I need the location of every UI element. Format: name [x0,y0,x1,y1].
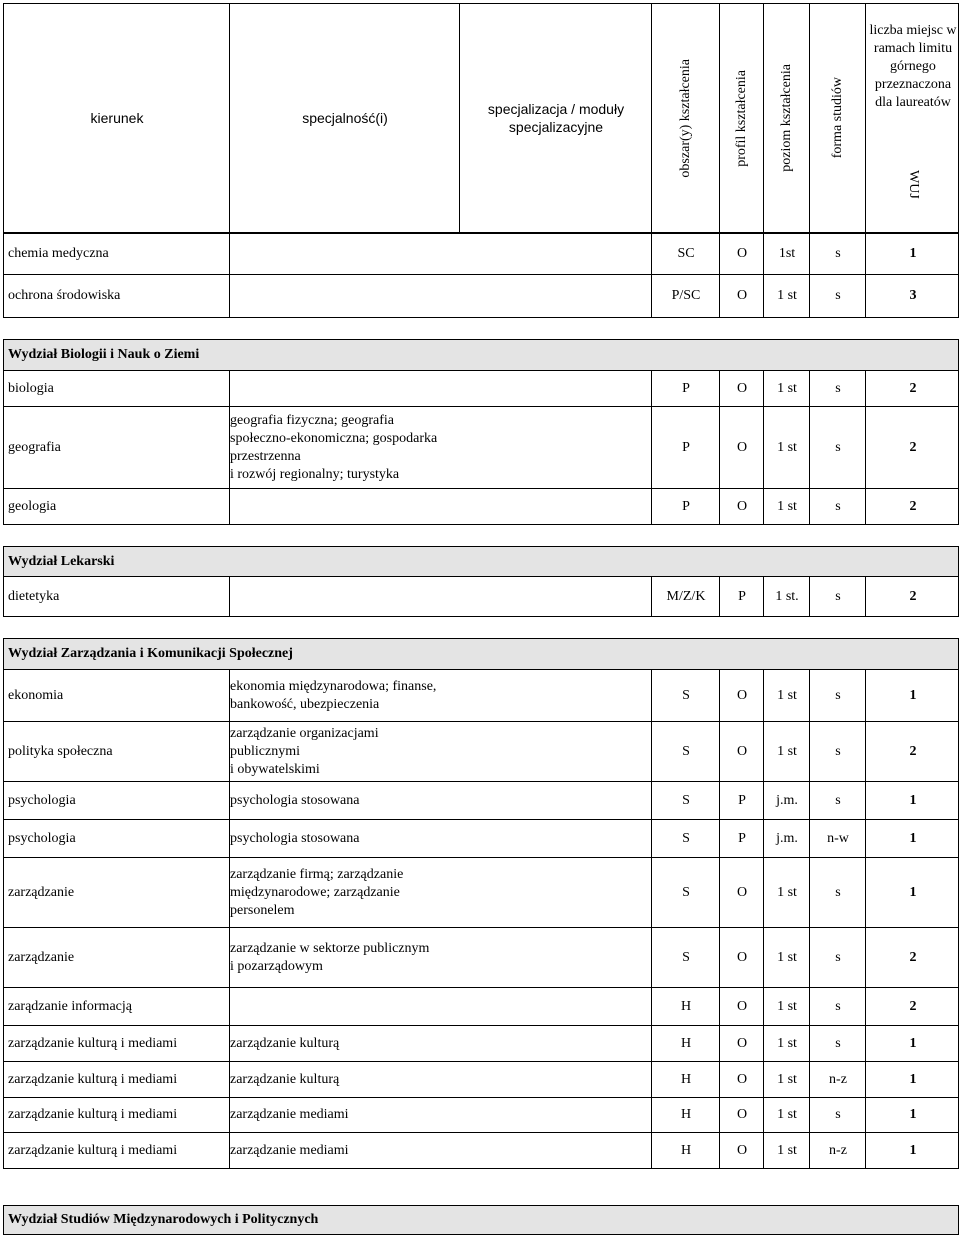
wuj-cell: 2 [909,998,917,1014]
wuj-cell: 1 [909,830,917,846]
table-row [3,1062,959,1098]
specjalnosc-cell: zarządzanie kulturą [230,1035,340,1051]
table-row [3,988,959,1026]
poziom-cell: 1st [778,246,796,261]
poziom-cell: j.m. [776,830,798,846]
obszar-cell: P [682,498,690,514]
table-row [3,820,959,858]
obszar-cell: S [682,949,690,965]
kierunek-cell: zarządzanie kulturą i mediami [8,1071,178,1087]
poziom-cell: j.m. [776,792,798,808]
header-profil: profil kształcenia [734,69,749,167]
specjalnosc-cell: zarządzanie mediami [230,1107,349,1122]
poziom-cell: 1 st [777,1035,797,1051]
poziom-cell: 1 st [777,884,797,900]
profil-cell: O [736,687,748,703]
wuj-cell: 3 [909,288,917,303]
kierunek-cell: geologia [8,498,57,514]
kierunek-cell: dietetyka [8,588,60,604]
profil-cell: O [736,246,748,261]
wuj-cell: 2 [909,743,917,759]
obszar-cell: S [682,830,690,846]
profil-cell: O [736,1035,748,1051]
specjalnosc-cell: ekonomia międzynarodowa; finanse, bankowość, ubezpieczenia [230,678,437,712]
obszar-cell: H [680,998,692,1014]
poziom-cell: 1 st [777,439,797,455]
wuj-cell: 1 [909,792,917,808]
obszar-cell: M/Z/K [666,588,706,604]
faculty-name: Wydział Zarządzania i Komunikacji Społecznej [8,646,293,661]
wuj-cell: 2 [909,380,917,396]
poziom-cell: 1 st [777,498,797,514]
kierunek-cell: psychologia [8,830,76,846]
specjalnosc-cell: zarządzanie w sektorze publicznym i pozarządowym [230,940,430,974]
table-row [3,928,959,988]
faculty-heading [3,546,959,577]
forma-cell: n-z [829,1071,847,1087]
table-row [3,1026,959,1062]
faculty-name: Wydział Studiów Międzynarodowych i Politycznych [8,1212,319,1227]
obszar-cell: S [682,687,690,703]
forma-cell: s [835,998,841,1014]
header-specjalnosc: specjalność(i) [302,110,388,126]
kierunek-cell: ekonomia [8,687,64,703]
table-row [3,670,959,722]
header-specjalizacja: specjalizacja / moduły specjalizacyjne [487,101,625,135]
table-row [3,1098,959,1133]
table-row [3,858,959,928]
profil-cell: O [736,1142,748,1158]
profil-cell: O [736,439,748,455]
header-obszar: obszar(y) kształcenia [678,58,693,178]
forma-cell: s [835,588,841,604]
specjalnosc-cell: psychologia stosowana [230,792,360,808]
header-kierunek: kierunek [90,110,144,126]
profil-cell: O [736,1107,748,1122]
obszar-cell: H [680,1071,692,1087]
obszar-cell: P [682,439,690,455]
obszar-cell: S [682,743,690,759]
faculty-heading [3,1205,959,1235]
kierunek-cell: polityka społeczna [8,743,113,759]
forma-cell: s [835,743,841,759]
kierunek-cell: zarządzanie kulturą i mediami [8,1142,178,1158]
table-row [3,233,959,275]
wuj-cell: 2 [909,498,917,514]
kierunek-cell: biologia [8,380,54,396]
table-row [3,782,959,820]
table-row [3,407,959,489]
forma-cell: n-z [829,1142,847,1158]
specjalnosc-cell: psychologia stosowana [230,830,360,846]
forma-cell: s [835,1035,841,1051]
header-limit: liczba miejsc w ramach limitu górnego przeznaczona dla laureatów [869,23,957,110]
profil-cell: O [736,998,748,1014]
table-row [3,275,959,318]
forma-cell: s [835,288,841,303]
forma-cell: n-w [827,830,849,846]
kierunek-cell: chemia medyczna [8,246,109,261]
profil-cell: O [736,288,748,303]
kierunek-cell: psychologia [8,792,76,808]
forma-cell: s [835,792,841,808]
wuj-cell: 1 [909,1071,917,1087]
profil-cell: O [736,743,748,759]
specjalnosc-cell: zarządzanie kulturą [230,1071,340,1087]
forma-cell: s [835,439,841,455]
table-row [3,489,959,525]
profil-cell: O [736,498,748,514]
obszar-cell: P/SC [671,288,701,303]
kierunek-cell: ochrona środowiska [8,288,121,303]
spacer [3,1169,959,1205]
forma-cell: s [835,380,841,396]
forma-cell: s [835,687,841,703]
wuj-cell: 2 [909,588,917,604]
wuj-cell: 1 [909,1035,917,1051]
obszar-cell: P [682,380,690,396]
profil-cell: O [736,380,748,396]
poziom-cell: 1 st [777,380,797,396]
specjalnosc-cell: geografia fizyczna; geografia społeczno-ekonomiczna; gospodarka przestrzenna i rozwój regionalny; turystyka [230,412,438,482]
kierunek-cell: zarządzanie [8,949,75,965]
poziom-cell: 1 st [777,743,797,759]
poziom-cell: 1 st. [775,588,799,604]
faculty-heading [3,339,959,371]
wuj-cell: 1 [909,1142,917,1158]
obszar-cell: H [680,1142,692,1158]
forma-cell: s [835,246,841,261]
specjalnosc-cell: zarządzanie organizacjami publicznymi i obywatelskimi [230,725,379,777]
obszar-cell: H [680,1107,692,1122]
header-forma: forma studiów [830,77,845,159]
wuj-cell: 1 [909,884,917,900]
specjalnosc-cell: zarządzanie mediami [230,1142,349,1158]
poziom-cell: 1 st [777,1142,797,1158]
kierunek-cell: zarządzanie [8,884,75,900]
profil-cell: O [736,949,748,965]
table-header [3,3,959,233]
poziom-cell: 1 st [777,288,797,303]
profil-cell: P [738,830,746,846]
poziom-cell: 1 st [777,687,797,703]
profil-cell: P [738,588,746,604]
poziom-cell: 1 st [777,1107,797,1122]
wuj-cell: 1 [909,1107,917,1122]
kierunek-cell: zarądzanie informacją [8,998,132,1014]
table-row [3,722,959,782]
profil-cell: O [736,884,748,900]
table-row [3,371,959,407]
wuj-cell: 1 [909,246,917,261]
faculty-name: Wydział Biologii i Nauk o Ziemi [8,347,200,362]
specjalnosc-cell: zarządzanie firmą; zarządzanie międzynarodowe; zarządzanie personelem [230,866,404,918]
kierunek-cell: zarządzanie kulturą i mediami [8,1035,178,1051]
faculty-heading [3,638,959,670]
obszar-cell: H [680,1035,692,1051]
poziom-cell: 1 st [777,1071,797,1087]
poziom-cell: 1 st [777,949,797,965]
profil-cell: P [738,792,746,808]
forma-cell: s [835,498,841,514]
wuj-cell: 2 [909,439,917,455]
forma-cell: s [835,949,841,965]
table-row [3,577,959,617]
obszar-cell: S [682,884,690,900]
header-wuj: WUJ [906,169,921,199]
spacer [3,318,959,339]
kierunek-cell: geografia [8,439,61,455]
admission-table [3,3,959,1235]
obszar-cell: SC [677,246,695,261]
kierunek-cell: zarządzanie kulturą i mediami [8,1107,178,1122]
table-row [3,1133,959,1169]
poziom-cell: 1 st [777,998,797,1014]
spacer [3,617,959,638]
forma-cell: s [835,1107,841,1122]
wuj-cell: 1 [909,687,917,703]
wuj-cell: 2 [909,949,917,965]
faculty-name: Wydział Lekarski [8,553,115,569]
spacer [3,525,959,546]
obszar-cell: S [682,792,690,808]
profil-cell: O [736,1071,748,1087]
forma-cell: s [835,884,841,900]
header-poziom: poziom kształcenia [779,64,794,172]
